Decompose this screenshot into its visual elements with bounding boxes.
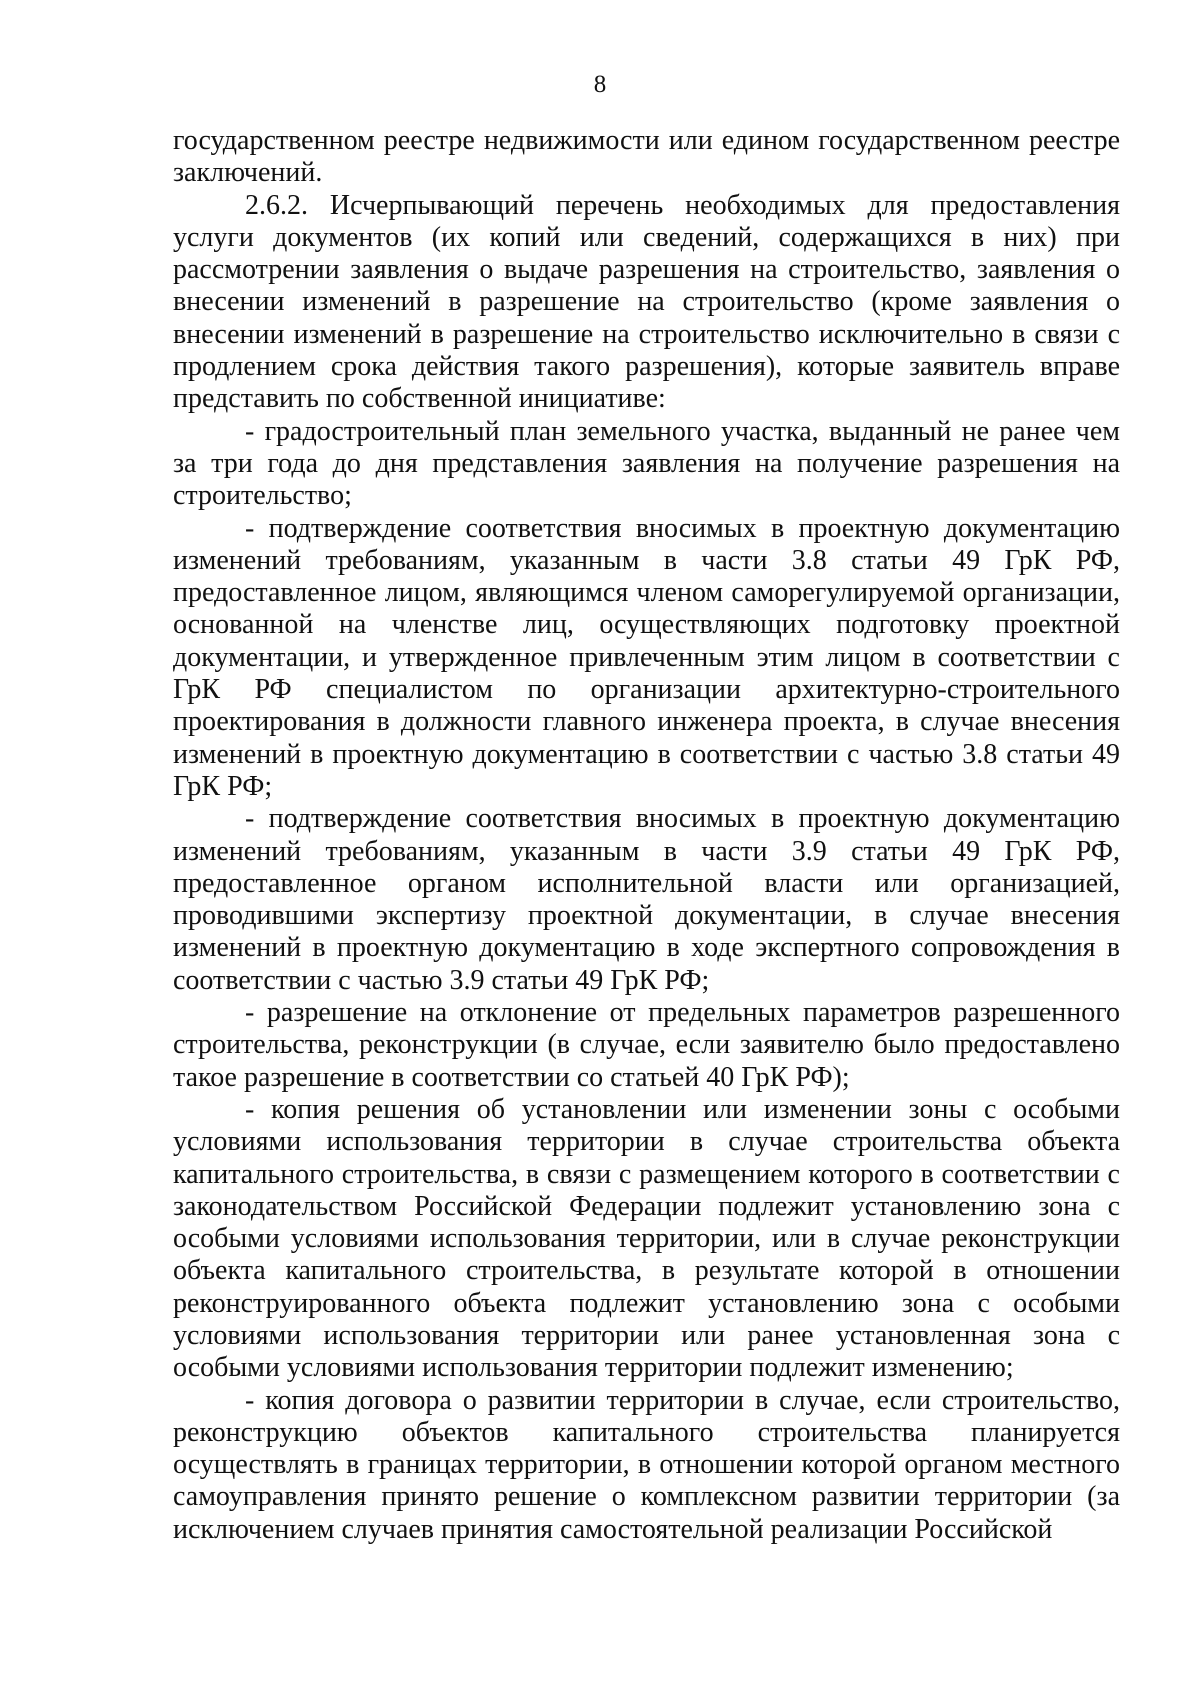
paragraph-continuation: государственном реестре недвижимости или едином государственном реестре заключений. <box>173 125 1120 189</box>
list-item-deviation-permit: - разрешение на отклонение от предельных параметров разрешенного строительства, реконструкции (в случае, если заявителю было предоставлено такое разрешение в соответствии со статьей 40 ГрК РФ); <box>173 997 1120 1093</box>
list-item-gradplan: - градостроительный план земельного участка, выданный не ранее чем за три года до дня представления заявления на получение разрешения на строительство; <box>173 415 1120 512</box>
document-body <box>173 125 1120 1546</box>
paragraph-section-2-6-2: 2.6.2. Исчерпывающий перечень необходимых для предоставления услуги документов (их копий или сведений, содержащихся в них) при рассмотрении заявления о выдаче разрешения на строительство, заявления о внесении изменений в разрешение на строительство (кроме заявления о внесении изменений в разрешение на строительство исключительно в связи с продлением срока действия такого разрешения), которые заявитель вправе представить по собственной инициативе: <box>173 189 1120 415</box>
list-item-confirmation-3-8: - подтверждение соответствия вносимых в проектную документацию изменений требованиям, указанным в части 3.8 статьи 49 ГрК РФ, предоставленное лицом, являющимся членом саморегулируемой организации, основанной на членстве лиц, осуществляющих подготовку проектной документации, и утвержденное привлеченным этим лицом в соответствии с ГрК РФ специалистом по организации архитектурно-строительного проектирования в должности главного инженера проекта, в случае внесения изменений в проектную документацию в соответствии с частью 3.8 статьи 49 ГрК РФ; <box>173 512 1120 802</box>
page-number: 8 <box>593 71 607 98</box>
list-item-confirmation-3-9: - подтверждение соответствия вносимых в проектную документацию изменений требованиям, указанным в части 3.9 статьи 49 ГрК РФ, предоставленное органом исполнительной власти или организацией, проводившими экспертизу проектной документации, в случае внесения изменений в проектную документацию в ходе экспертного сопровождения в соответствии с частью 3.9 статьи 49 ГрК РФ; <box>173 803 1120 996</box>
list-item-zone-decision: - копия решения об установлении или изменении зоны с особыми условиями использования территории в случае строительства объекта капитального строительства, в связи с размещением которого в соответствии с законодательством Российской Федерации подлежит установлению зона с особыми условиями использования территории, или в случае реконструкции объекта капитального строительства, в результате которой в отношении реконструированного объекта подлежит установлению зона с особыми условиями использования территории или ранее установленная зона с особыми условиями использования территории подлежит изменению; <box>173 1093 1120 1384</box>
list-item-territory-agreement: - копия договора о развитии территории в случае, если строительство, реконструкцию объектов капитального строительства планируется осуществлять в границах территории, в отношении которой органом местного самоуправления принято решение о комплексном развитии территории (за исключением случаев принятия самостоятельной реализации Российской <box>173 1384 1120 1545</box>
